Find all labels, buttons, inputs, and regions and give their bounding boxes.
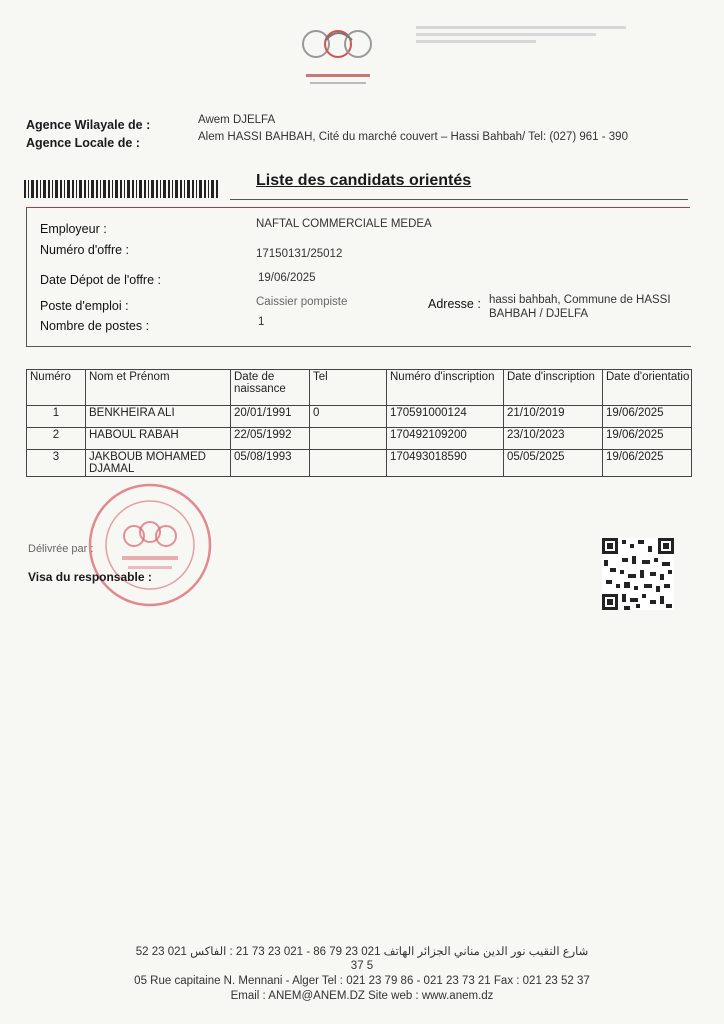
footer-arabic-address: شارع النقيب نور الدين مناني الجزائر الهاتف 021 23 79 86 - 021 23 73 21 : الفاكس 021 23 52	[135, 946, 589, 958]
page-title: Liste des candidats orientés	[256, 172, 472, 189]
cell-tel: 0	[310, 406, 387, 428]
cell-date-inscr: 23/10/2023	[504, 428, 603, 450]
agence-wilayale-label: Agence Wilayale de :	[26, 118, 151, 132]
cell-name: BENKHEIRA ALI	[86, 406, 231, 428]
cell-date-inscr: 21/10/2019	[504, 406, 603, 428]
col-header-inscription: Numéro d'inscription	[387, 370, 504, 406]
date-depot-label: Date Dépot de l'offre :	[40, 273, 161, 287]
cell-date-orient: 19/06/2025	[603, 450, 692, 477]
numero-offre-value: 17150131/25012	[256, 248, 343, 260]
poste-value: Caissier pompiste	[256, 296, 348, 308]
cell-num: 1	[27, 406, 86, 428]
col-header-tel: Tel	[310, 370, 387, 406]
adresse-value-line2: BAHBAH / DJELFA	[489, 308, 589, 320]
qr-code-icon	[602, 538, 674, 610]
poste-label: Poste d'emploi :	[40, 299, 129, 313]
cell-date-orient: 19/06/2025	[603, 428, 692, 450]
cell-birth: 05/08/1993	[231, 450, 310, 477]
col-header-date-orientation: Date d'orientatio	[603, 370, 692, 406]
official-stamp-icon	[82, 480, 218, 610]
cell-num: 3	[27, 450, 86, 477]
agence-locale-label: Agence Locale de :	[26, 136, 140, 150]
nombre-postes-label: Nombre de postes :	[40, 319, 150, 333]
table-row	[27, 406, 692, 428]
table-row	[27, 428, 692, 450]
delivree-par-label: Délivrée par :	[28, 543, 94, 555]
barcode	[24, 180, 220, 198]
cell-tel	[310, 450, 387, 477]
cell-birth: 22/05/1992	[231, 428, 310, 450]
footer-email-web: Email : ANEM@ANEM.DZ Site web : www.anem.dz	[230, 990, 494, 1002]
agence-locale-value: Alem HASSI BAHBAH, Cité du marché couvert – Hassi Bahbah/ Tel: (027) 961 - 390	[198, 131, 628, 143]
cell-tel	[310, 428, 387, 450]
table-row	[27, 450, 692, 477]
cell-num: 2	[27, 428, 86, 450]
nombre-postes-value: 1	[258, 316, 265, 328]
table-header-row	[27, 370, 692, 406]
header-arabic-text	[416, 26, 626, 48]
cell-name: HABOUL RABAH	[86, 428, 231, 450]
employeur-value: NAFTAL COMMERCIALE MEDEA	[256, 218, 432, 230]
candidates-table	[26, 369, 692, 477]
cell-date-orient: 19/06/2025	[603, 406, 692, 428]
date-depot-value: 19/06/2025	[258, 272, 316, 284]
col-header-numero: Numéro	[27, 370, 86, 406]
cell-inscr: 170591000124	[387, 406, 504, 428]
cell-inscr: 170492109200	[387, 428, 504, 450]
visa-label: Visa du responsable :	[28, 570, 152, 584]
adresse-value-line1: hassi bahbah, Commune de HASSI	[489, 294, 671, 306]
col-header-naissance: Date de naissance	[231, 370, 310, 406]
cell-birth: 20/01/1991	[231, 406, 310, 428]
col-header-nom: Nom et Prénom	[86, 370, 231, 406]
anem-logo	[296, 20, 380, 90]
agence-wilayale-value: Awem DJELFA	[198, 114, 276, 126]
adresse-label: Adresse :	[428, 297, 481, 311]
title-divider	[230, 199, 688, 200]
footer-arabic-address-cont: 37 5	[350, 960, 374, 972]
cell-date-inscr: 05/05/2025	[504, 450, 603, 477]
col-header-date-inscription: Date d'inscription	[504, 370, 603, 406]
cell-inscr: 170493018590	[387, 450, 504, 477]
footer-french-address: 05 Rue capitaine N. Mennani - Alger Tel : 021 23 79 86 - 021 23 73 21 Fax : 021 23 52 37	[134, 975, 590, 987]
employeur-label: Employeur :	[40, 222, 107, 236]
numero-offre-label: Numéro d'offre :	[40, 243, 130, 257]
cell-name: JAKBOUB MOHAMED DJAMAL	[86, 450, 231, 477]
